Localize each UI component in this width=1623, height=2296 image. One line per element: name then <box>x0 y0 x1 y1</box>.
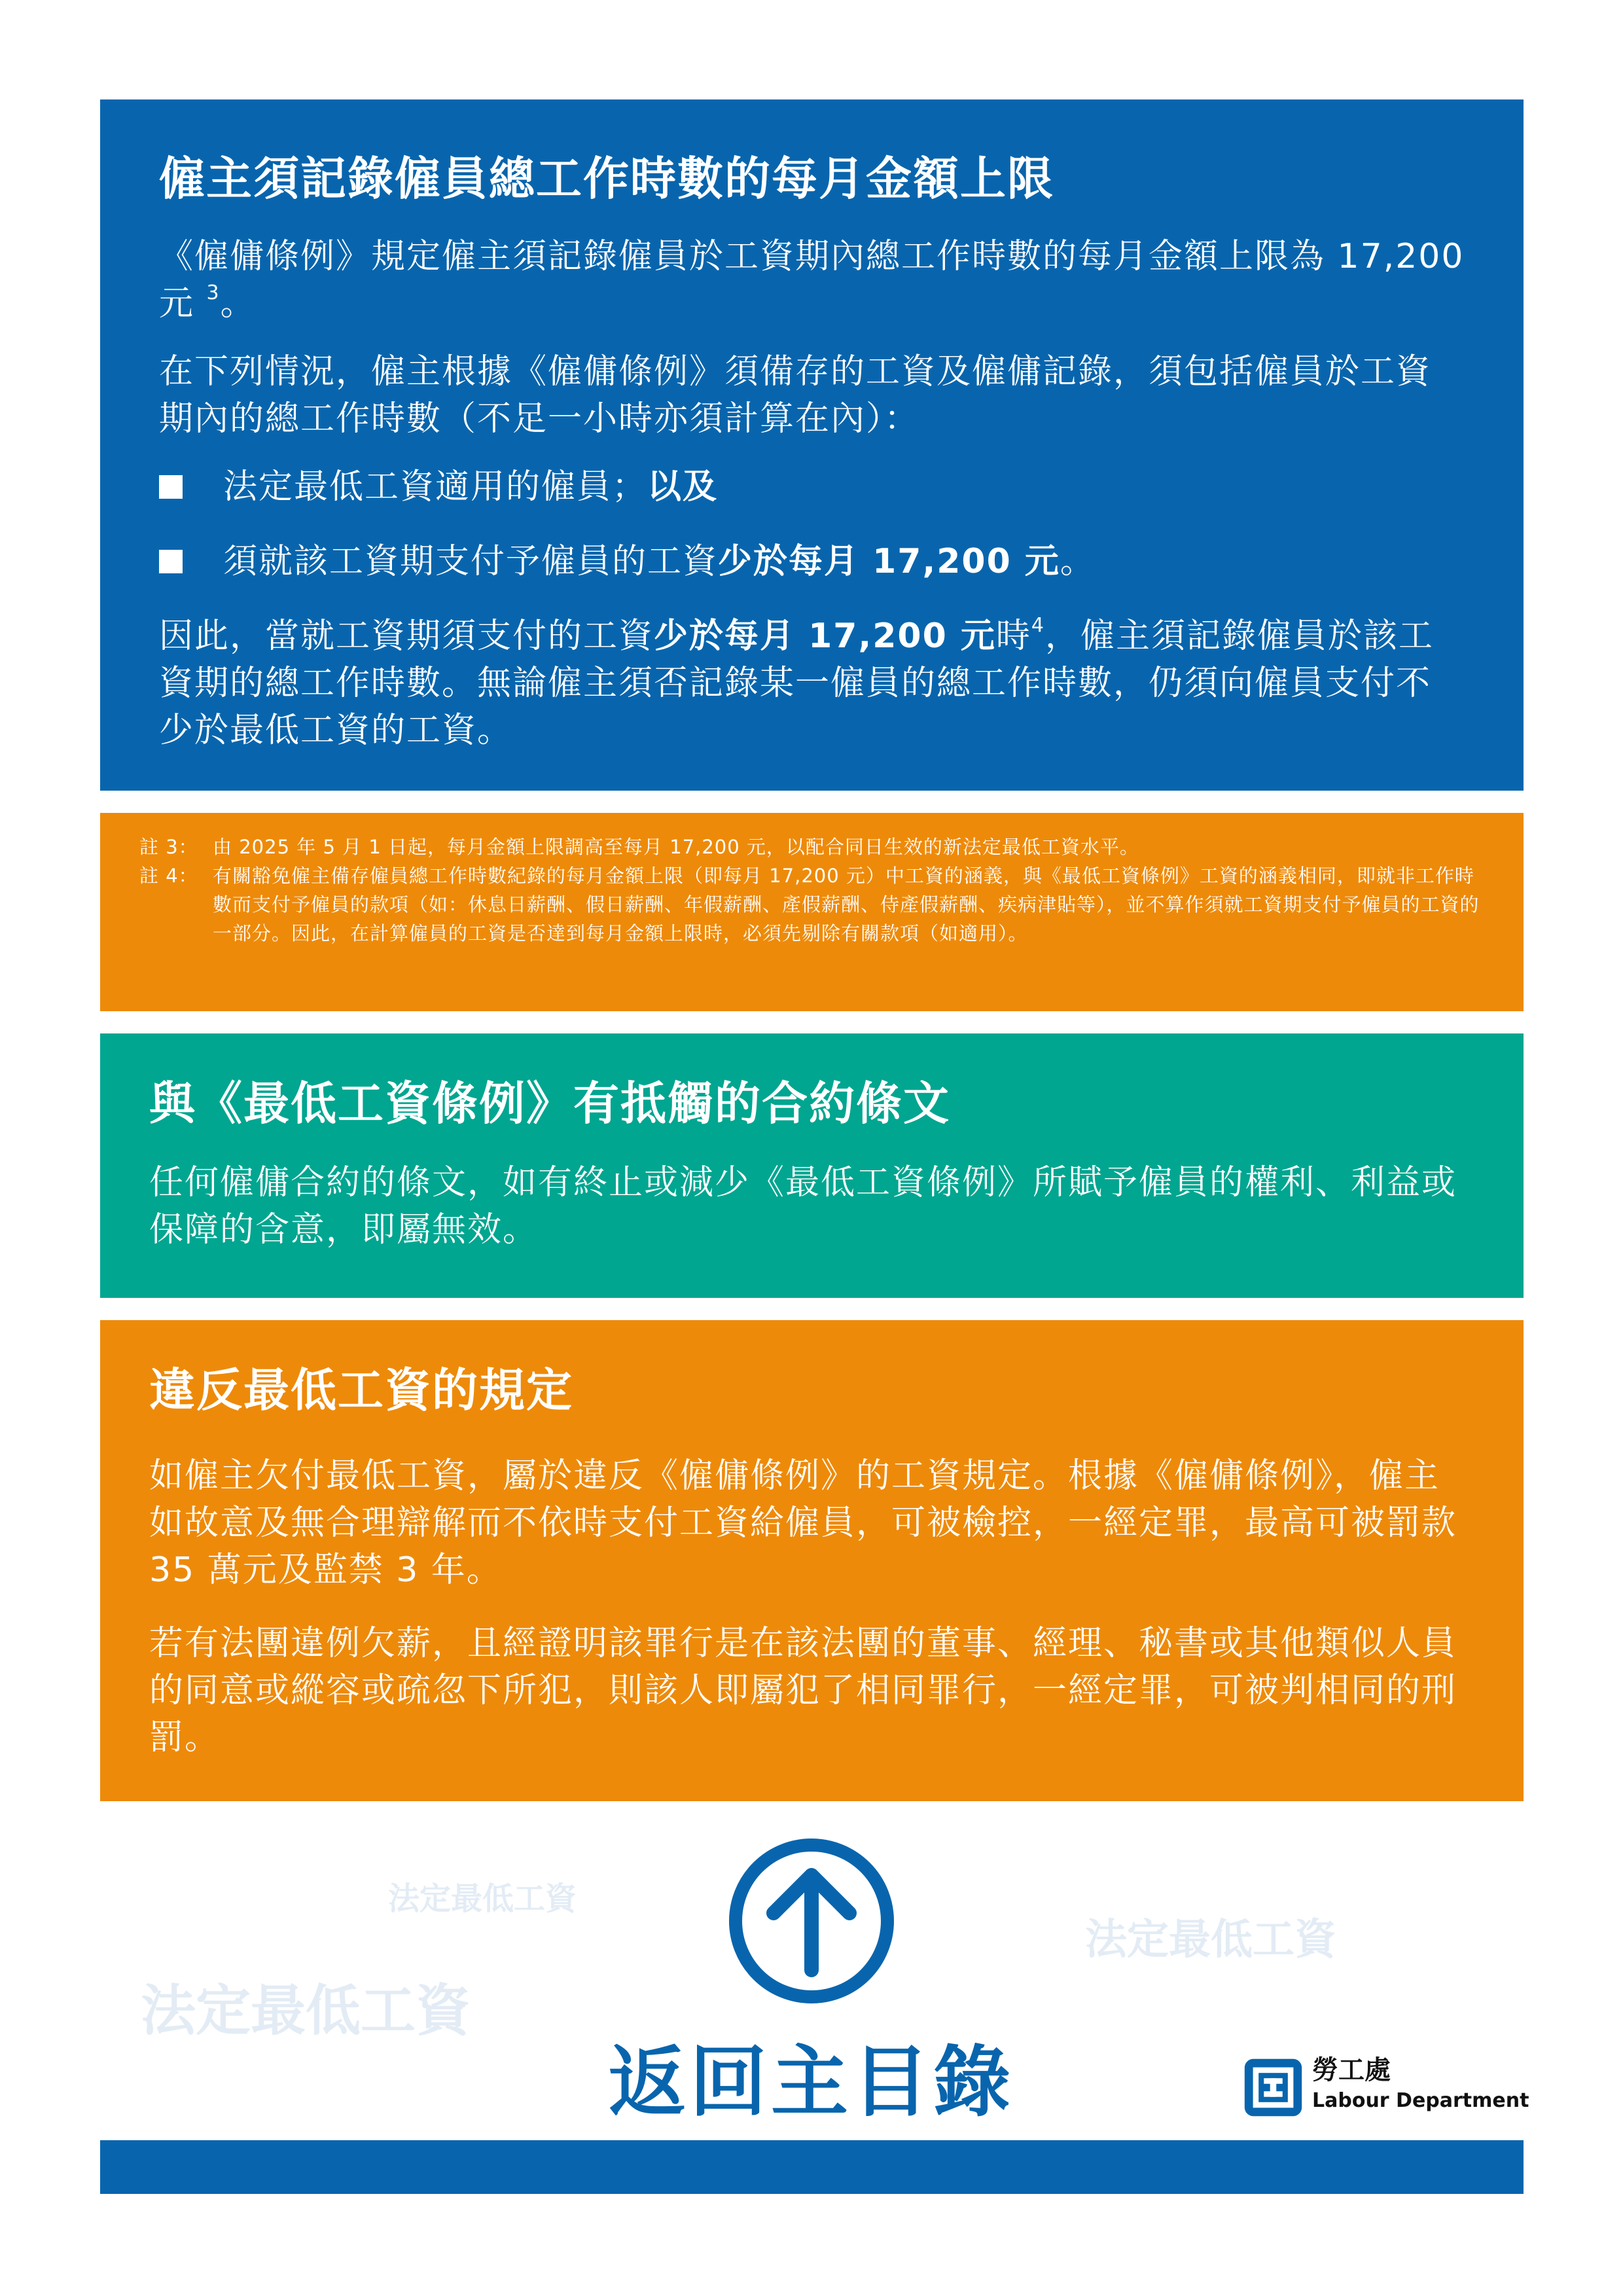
footnote-3 <box>139 833 1488 861</box>
paragraph-text: 。 <box>220 284 256 323</box>
footnote-4 <box>139 861 1488 948</box>
breach-section <box>100 1320 1524 1801</box>
breach-title: 違反最低工資的規定 <box>149 1363 573 1417</box>
back-to-contents-link[interactable] <box>589 1836 1034 2127</box>
bullet-item <box>159 538 1465 585</box>
watermark-text: 法定最低工資 <box>1085 1916 1336 1964</box>
contract-conflict-text: 任何僱傭合約的條文，如有終止或減少《最低工資條例》所賦予僱員的權利、利益或保障的含意，即屬無效。 <box>149 1163 1457 1249</box>
bullet-text: 須就該工資期支付予僱員的工資少於每月 17,200 元。 <box>223 542 1096 581</box>
watermark-text: 法定最低工資 <box>388 1880 577 1917</box>
back-to-contents-label[interactable]: 返回主目錄 <box>608 2037 1014 2127</box>
contract-conflict-section <box>100 1033 1524 1298</box>
monthly-cap-paragraph-2: 在下列情況，僱主根據《僱傭條例》須備存的工資及僱傭記錄，須包括僱員於工資期內的總工作時數（不足一小時亦須計算在內）： <box>159 352 1432 439</box>
footnote-label: 註 3： <box>139 836 198 858</box>
labour-department-logo <box>1242 2054 1529 2119</box>
arrow-up-circle-icon[interactable] <box>726 1836 897 2006</box>
logo-chinese-name: 勞工處 <box>1312 2055 1391 2085</box>
monthly-cap-section <box>100 99 1524 791</box>
contract-conflict-title: 與《最低工資條例》有抵觸的合約條文 <box>149 1077 950 1130</box>
bottom-bar <box>100 2140 1524 2194</box>
footnote-ref-3[interactable]: 3 <box>206 281 221 304</box>
footnote-label: 註 4： <box>139 865 198 887</box>
monthly-cap-title: 僱主須記錄僱員總工作時數的每月金額上限 <box>159 152 1054 206</box>
breach-paragraph-1: 如僱主欠付最低工資，屬於違反《僱傭條例》的工資規定。根據《僱傭條例》，僱主如故意及無合理辯解而不依時支付工資給僱員，可被檢控，一經定罪，最高可被罰款 35 萬元及監禁 3 年。 <box>149 1456 1457 1590</box>
square-bullet-icon <box>159 550 183 573</box>
footnotes-box <box>100 813 1524 1011</box>
footnote-ref-4[interactable]: 4 <box>1031 613 1045 637</box>
labour-department-emblem-icon <box>1242 2056 1304 2119</box>
footnote-text: 有關豁免僱主備存僱員總工作時數紀錄的每月金額上限（即每月 17,200 元）中工資的涵義，與《最低工資條例》工資的涵義相同，即就非工作時數而支付予僱員的款項（如：休息日薪酬、假日薪酬、年假薪酬、產假薪酬、侍產假薪酬、疾病津貼等），並不算作須就工資期支付予僱員的工資的一部分。因此，在計算僱員的工資是否達到每月金額上限時，必須先剔除有關款項（如適用）。 <box>213 865 1480 944</box>
logo-english-name: Labour Department <box>1312 2089 1529 2112</box>
paragraph-text: 《僱傭條例》規定僱主須記錄僱員於工資期內總工作時數的每月金額上限為 17,200 元 <box>159 237 1465 323</box>
square-bullet-icon <box>159 475 183 499</box>
bullet-text: 法定最低工資適用的僱員；以及 <box>223 467 719 507</box>
watermark-text: 法定最低工資 <box>141 1979 471 2043</box>
monthly-cap-paragraph-1 <box>159 233 1465 327</box>
footnote-text: 由 2025 年 5 月 1 日起，每月金額上限調高至每月 17,200 元，以配合同日生效的新法定最低工資水平。 <box>213 836 1139 858</box>
bullet-item <box>159 463 1465 511</box>
monthly-cap-paragraph-3: 因此，當就工資期須支付的工資少於每月 17,200 元時$^4$，僱主須記錄僱員於該工資期的總工作時數。無論僱主須否記錄某一僱員的總工作時數，仍須向僱員支付不少於最低工資的工資。 <box>159 613 1435 750</box>
breach-paragraph-2: 若有法團違例欠薪，且經證明該罪行是在該法團的董事、經理、秘書或其他類似人員的同意或縱容或疏忽下所犯，則該人即屬犯了相同罪行，一經定罪，可被判相同的刑罰。 <box>149 1624 1457 1757</box>
